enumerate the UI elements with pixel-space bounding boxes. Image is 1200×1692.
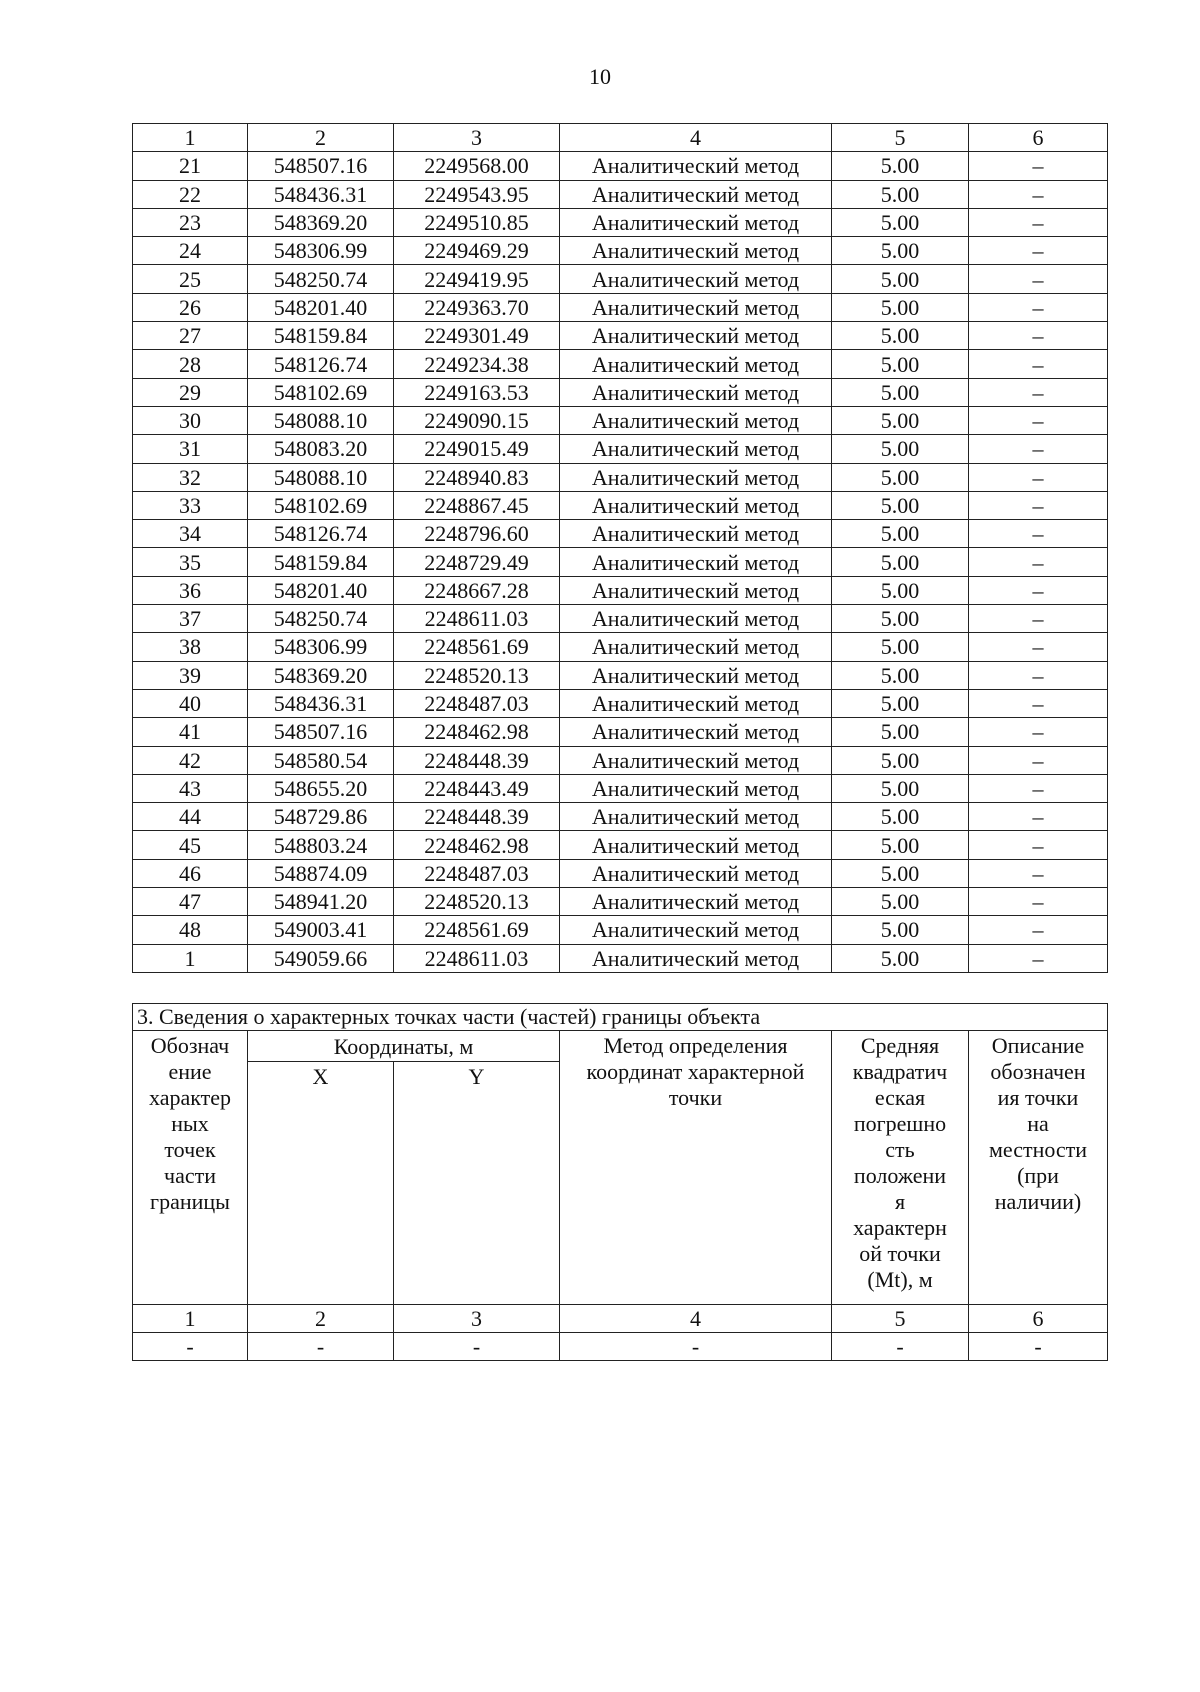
- y-coordinate-cell: 2248520.13: [394, 661, 560, 689]
- point-number-cell: 1: [133, 944, 248, 972]
- x-coordinate-cell: 548102.69: [248, 378, 394, 406]
- table-row: [133, 548, 1108, 576]
- point-number-cell: 30: [133, 406, 248, 434]
- mean-error-cell: 5.00: [832, 265, 969, 293]
- table-row: [133, 237, 1108, 265]
- table-row: [133, 689, 1108, 717]
- mean-error-cell: 5.00: [832, 180, 969, 208]
- table-cell: -: [832, 1333, 969, 1361]
- table-row: [133, 265, 1108, 293]
- point-number-cell: 42: [133, 746, 248, 774]
- description-cell: –: [969, 265, 1108, 293]
- method-cell: Аналитический метод: [560, 944, 832, 972]
- method-cell: Аналитический метод: [560, 293, 832, 321]
- method-cell: Аналитический метод: [560, 689, 832, 717]
- point-number-cell: 26: [133, 293, 248, 321]
- description-cell: –: [969, 689, 1108, 717]
- description-cell: –: [969, 633, 1108, 661]
- x-coordinate-cell: 548250.74: [248, 265, 394, 293]
- method-cell: Аналитический метод: [560, 152, 832, 180]
- description-cell: –: [969, 916, 1108, 944]
- column-number: 1: [133, 1305, 248, 1333]
- y-coordinate-cell: 2248561.69: [394, 916, 560, 944]
- coordinates-header: Координаты, м: [248, 1031, 560, 1062]
- x-coordinate-cell: 548126.74: [248, 350, 394, 378]
- table-cell: -: [969, 1333, 1108, 1361]
- method-cell: Аналитический метод: [560, 746, 832, 774]
- mean-error-cell: 5.00: [832, 831, 969, 859]
- mean-error-cell: 5.00: [832, 916, 969, 944]
- method-cell: Аналитический метод: [560, 322, 832, 350]
- description-cell: –: [969, 548, 1108, 576]
- table-row: [133, 406, 1108, 434]
- method-cell: Аналитический метод: [560, 718, 832, 746]
- description-cell: –: [969, 803, 1108, 831]
- designation-header: Обознач ение характер ных точек части границы: [133, 1031, 248, 1305]
- x-coordinate-cell: 548088.10: [248, 463, 394, 491]
- table-row: [133, 774, 1108, 802]
- section-title-row: [133, 1004, 1108, 1031]
- description-cell: –: [969, 350, 1108, 378]
- mean-error-cell: 5.00: [832, 774, 969, 802]
- mean-error-cell: 5.00: [832, 605, 969, 633]
- column-number: 2: [248, 124, 394, 152]
- description-header: Описание обозначен ия точки на местности (при наличии): [969, 1031, 1108, 1305]
- mean-error-cell: 5.00: [832, 237, 969, 265]
- y-coordinate-cell: 2249234.38: [394, 350, 560, 378]
- y-coordinate-cell: 2248487.03: [394, 689, 560, 717]
- point-number-cell: 22: [133, 180, 248, 208]
- x-coordinate-cell: 548507.16: [248, 718, 394, 746]
- method-cell: Аналитический метод: [560, 435, 832, 463]
- x-coordinate-cell: 548941.20: [248, 888, 394, 916]
- method-cell: Аналитический метод: [560, 378, 832, 406]
- coordinates-table-body: [133, 124, 1108, 973]
- x-coordinate-cell: 548102.69: [248, 491, 394, 519]
- point-number-cell: 43: [133, 774, 248, 802]
- description-cell: –: [969, 831, 1108, 859]
- y-coordinate-cell: 2248487.03: [394, 859, 560, 887]
- point-number-cell: 46: [133, 859, 248, 887]
- description-cell: –: [969, 661, 1108, 689]
- description-cell: –: [969, 774, 1108, 802]
- mean-error-cell: 5.00: [832, 633, 969, 661]
- y-coordinate-cell: 2248940.83: [394, 463, 560, 491]
- y-coordinate-cell: 2249419.95: [394, 265, 560, 293]
- column-number: 3: [394, 124, 560, 152]
- x-coordinate-cell: 548369.20: [248, 661, 394, 689]
- parts-column-number-row: [133, 1305, 1108, 1333]
- method-cell: Аналитический метод: [560, 350, 832, 378]
- parts-table: [132, 1003, 1108, 1361]
- table-row: [133, 944, 1108, 972]
- y-coordinate-cell: 2249469.29: [394, 237, 560, 265]
- x-coordinate-cell: 548507.16: [248, 152, 394, 180]
- column-number: 4: [560, 124, 832, 152]
- y-coordinate-cell: 2249568.00: [394, 152, 560, 180]
- x-coordinate-cell: 549059.66: [248, 944, 394, 972]
- table-row: [133, 350, 1108, 378]
- table-row: [133, 633, 1108, 661]
- point-number-cell: 34: [133, 520, 248, 548]
- point-number-cell: 21: [133, 152, 248, 180]
- x-coordinate-cell: 548729.86: [248, 803, 394, 831]
- method-cell: Аналитический метод: [560, 888, 832, 916]
- x-coordinate-cell: 548655.20: [248, 774, 394, 802]
- method-cell: Аналитический метод: [560, 859, 832, 887]
- table-row: [133, 491, 1108, 519]
- table-row: [133, 605, 1108, 633]
- x-coordinate-cell: 548201.40: [248, 293, 394, 321]
- description-cell: –: [969, 605, 1108, 633]
- y-coordinate-cell: 2249301.49: [394, 322, 560, 350]
- y-coordinate-cell: 2248611.03: [394, 605, 560, 633]
- point-number-cell: 38: [133, 633, 248, 661]
- table-row: [133, 803, 1108, 831]
- point-number-cell: 31: [133, 435, 248, 463]
- point-number-cell: 33: [133, 491, 248, 519]
- table-row: [133, 746, 1108, 774]
- method-cell: Аналитический метод: [560, 463, 832, 491]
- column-number-row: [133, 124, 1108, 152]
- point-number-cell: 29: [133, 378, 248, 406]
- description-cell: –: [969, 463, 1108, 491]
- description-cell: –: [969, 718, 1108, 746]
- y-coordinate-cell: 2248867.45: [394, 491, 560, 519]
- y-coordinate-cell: 2248611.03: [394, 944, 560, 972]
- table-cell: -: [133, 1333, 248, 1361]
- mean-error-cell: 5.00: [832, 491, 969, 519]
- column-number: 3: [394, 1305, 560, 1333]
- mean-error-cell: 5.00: [832, 718, 969, 746]
- point-number-cell: 35: [133, 548, 248, 576]
- method-cell: Аналитический метод: [560, 180, 832, 208]
- description-cell: –: [969, 944, 1108, 972]
- description-cell: –: [969, 435, 1108, 463]
- parts-header-row: [133, 1031, 1108, 1062]
- mean-error-cell: 5.00: [832, 548, 969, 576]
- column-number: 6: [969, 124, 1108, 152]
- point-number-cell: 28: [133, 350, 248, 378]
- description-cell: –: [969, 491, 1108, 519]
- mean-error-cell: 5.00: [832, 208, 969, 236]
- table-row: [133, 859, 1108, 887]
- y-coordinate-cell: 2249163.53: [394, 378, 560, 406]
- mean-error-cell: 5.00: [832, 152, 969, 180]
- mean-error-cell: 5.00: [832, 888, 969, 916]
- x-coordinate-cell: 548803.24: [248, 831, 394, 859]
- table-row: [133, 180, 1108, 208]
- x-coordinate-cell: 548436.31: [248, 689, 394, 717]
- method-cell: Аналитический метод: [560, 661, 832, 689]
- x-coordinate-cell: 548436.31: [248, 180, 394, 208]
- method-cell: Аналитический метод: [560, 916, 832, 944]
- mean-error-cell: 5.00: [832, 520, 969, 548]
- description-cell: –: [969, 322, 1108, 350]
- description-cell: –: [969, 152, 1108, 180]
- method-cell: Аналитический метод: [560, 491, 832, 519]
- table-row: [133, 208, 1108, 236]
- point-number-cell: 39: [133, 661, 248, 689]
- x-coordinate-cell: 548580.54: [248, 746, 394, 774]
- table-row: [133, 463, 1108, 491]
- table-row: [133, 293, 1108, 321]
- description-cell: –: [969, 180, 1108, 208]
- y-coordinate-cell: 2249543.95: [394, 180, 560, 208]
- column-number: 1: [133, 124, 248, 152]
- table-row: [133, 520, 1108, 548]
- description-cell: –: [969, 378, 1108, 406]
- point-number-cell: 44: [133, 803, 248, 831]
- mean-error-cell: 5.00: [832, 576, 969, 604]
- point-number-cell: 45: [133, 831, 248, 859]
- description-cell: –: [969, 576, 1108, 604]
- mean-error-cell: 5.00: [832, 746, 969, 774]
- page-number: 10: [589, 64, 611, 89]
- description-cell: –: [969, 520, 1108, 548]
- table-cell: -: [560, 1333, 832, 1361]
- y-coordinate-cell: 2248796.60: [394, 520, 560, 548]
- x-coordinate-cell: 548083.20: [248, 435, 394, 463]
- y-coordinate-cell: 2249090.15: [394, 406, 560, 434]
- table-row: [133, 718, 1108, 746]
- table-row: [133, 661, 1108, 689]
- description-cell: –: [969, 888, 1108, 916]
- y-coordinate-cell: 2248520.13: [394, 888, 560, 916]
- table-row: [133, 576, 1108, 604]
- method-cell: Аналитический метод: [560, 237, 832, 265]
- y-coordinate-cell: 2249363.70: [394, 293, 560, 321]
- description-cell: –: [969, 208, 1108, 236]
- y-header: Y: [394, 1062, 560, 1305]
- method-cell: Аналитический метод: [560, 774, 832, 802]
- method-cell: Аналитический метод: [560, 803, 832, 831]
- point-number-cell: 23: [133, 208, 248, 236]
- table-row: [133, 378, 1108, 406]
- x-coordinate-cell: 548126.74: [248, 520, 394, 548]
- x-header: X: [248, 1062, 394, 1305]
- mean-error-cell: 5.00: [832, 689, 969, 717]
- method-cell: Аналитический метод: [560, 265, 832, 293]
- y-coordinate-cell: 2248462.98: [394, 718, 560, 746]
- x-coordinate-cell: 548250.74: [248, 605, 394, 633]
- error-header: Средняя квадратич еская погрешно сть положени я характерн ой точки (Mt), м: [832, 1031, 969, 1305]
- y-coordinate-cell: 2248667.28: [394, 576, 560, 604]
- table-row: [133, 831, 1108, 859]
- method-cell: Аналитический метод: [560, 548, 832, 576]
- y-coordinate-cell: 2248462.98: [394, 831, 560, 859]
- point-number-cell: 36: [133, 576, 248, 604]
- mean-error-cell: 5.00: [832, 435, 969, 463]
- column-number: 2: [248, 1305, 394, 1333]
- point-number-cell: 47: [133, 888, 248, 916]
- method-cell: Аналитический метод: [560, 208, 832, 236]
- description-cell: –: [969, 746, 1108, 774]
- y-coordinate-cell: 2248443.49: [394, 774, 560, 802]
- description-cell: –: [969, 293, 1108, 321]
- x-coordinate-cell: 548369.20: [248, 208, 394, 236]
- y-coordinate-cell: 2249015.49: [394, 435, 560, 463]
- x-coordinate-cell: 548306.99: [248, 633, 394, 661]
- method-cell: Аналитический метод: [560, 633, 832, 661]
- x-coordinate-cell: 548159.84: [248, 548, 394, 576]
- column-number: 5: [832, 1305, 969, 1333]
- mean-error-cell: 5.00: [832, 661, 969, 689]
- table-row: [133, 916, 1108, 944]
- y-coordinate-cell: 2248448.39: [394, 803, 560, 831]
- x-coordinate-cell: 548201.40: [248, 576, 394, 604]
- method-cell: Аналитический метод: [560, 831, 832, 859]
- method-header: Метод определения координат характерной точки: [560, 1031, 832, 1305]
- mean-error-cell: 5.00: [832, 859, 969, 887]
- point-number-cell: 32: [133, 463, 248, 491]
- point-number-cell: 25: [133, 265, 248, 293]
- y-coordinate-cell: 2248729.49: [394, 548, 560, 576]
- mean-error-cell: 5.00: [832, 322, 969, 350]
- point-number-cell: 41: [133, 718, 248, 746]
- mean-error-cell: 5.00: [832, 803, 969, 831]
- column-number: 4: [560, 1305, 832, 1333]
- parts-value-row: [133, 1333, 1108, 1361]
- table-row: [133, 152, 1108, 180]
- x-coordinate-cell: 549003.41: [248, 916, 394, 944]
- table-cell: -: [394, 1333, 560, 1361]
- x-coordinate-cell: 548306.99: [248, 237, 394, 265]
- mean-error-cell: 5.00: [832, 293, 969, 321]
- method-cell: Аналитический метод: [560, 406, 832, 434]
- mean-error-cell: 5.00: [832, 378, 969, 406]
- x-coordinate-cell: 548874.09: [248, 859, 394, 887]
- table-row: [133, 888, 1108, 916]
- mean-error-cell: 5.00: [832, 944, 969, 972]
- method-cell: Аналитический метод: [560, 605, 832, 633]
- method-cell: Аналитический метод: [560, 576, 832, 604]
- column-number: 5: [832, 124, 969, 152]
- coordinates-table: [132, 123, 1108, 973]
- table-cell: -: [248, 1333, 394, 1361]
- description-cell: –: [969, 859, 1108, 887]
- x-coordinate-cell: 548088.10: [248, 406, 394, 434]
- point-number-cell: 27: [133, 322, 248, 350]
- y-coordinate-cell: 2249510.85: [394, 208, 560, 236]
- point-number-cell: 24: [133, 237, 248, 265]
- point-number-cell: 37: [133, 605, 248, 633]
- section-title: 3. Сведения о характерных точках части (частей) границы объекта: [133, 1004, 1108, 1031]
- y-coordinate-cell: 2248448.39: [394, 746, 560, 774]
- point-number-cell: 40: [133, 689, 248, 717]
- description-cell: –: [969, 406, 1108, 434]
- x-coordinate-cell: 548159.84: [248, 322, 394, 350]
- table-row: [133, 435, 1108, 463]
- column-number: 6: [969, 1305, 1108, 1333]
- method-cell: Аналитический метод: [560, 520, 832, 548]
- y-coordinate-cell: 2248561.69: [394, 633, 560, 661]
- table-row: [133, 322, 1108, 350]
- mean-error-cell: 5.00: [832, 350, 969, 378]
- description-cell: –: [969, 237, 1108, 265]
- mean-error-cell: 5.00: [832, 406, 969, 434]
- mean-error-cell: 5.00: [832, 463, 969, 491]
- point-number-cell: 48: [133, 916, 248, 944]
